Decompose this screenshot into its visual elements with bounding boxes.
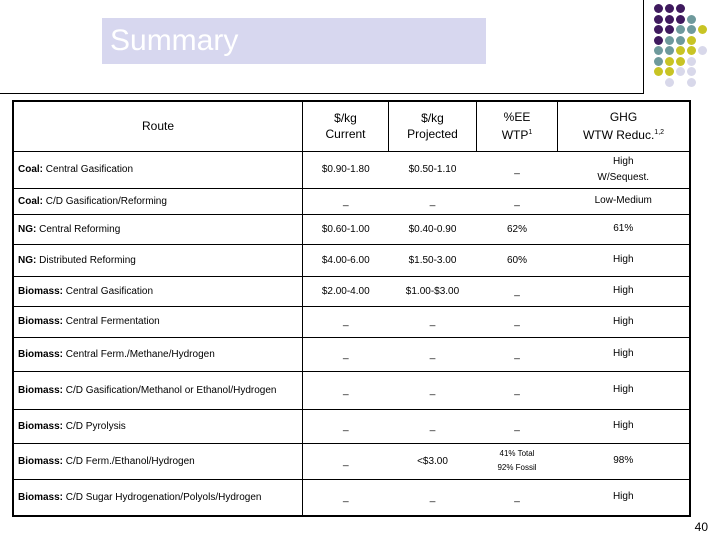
ee-cell: _ (477, 409, 558, 443)
decorative-dot (676, 36, 685, 45)
route-cell: Coal: Central Gasification (13, 151, 303, 188)
current-cost-cell: $2.00-4.00 (303, 276, 389, 306)
projected-cost-cell: $1.50-3.00 (389, 244, 477, 276)
decorative-dot (676, 57, 685, 66)
ee-cell: _ (477, 371, 558, 409)
projected-cost-cell: _ (389, 409, 477, 443)
summary-table (12, 100, 691, 517)
ee-cell: _ (477, 479, 558, 516)
decorative-dot (687, 25, 696, 34)
route-cell: Biomass: C/D Ferm./Ethanol/Hydrogen (13, 443, 303, 479)
projected-cost-cell: _ (389, 337, 477, 371)
table-row (13, 151, 690, 188)
table-row (13, 479, 690, 516)
route-cell: Biomass: Central Fermentation (13, 306, 303, 337)
decorative-dot (654, 36, 663, 45)
table-row (13, 409, 690, 443)
table-row (13, 306, 690, 337)
decorative-dot (687, 46, 696, 55)
decorative-dot (676, 25, 685, 34)
projected-cost-cell: <$3.00 (389, 443, 477, 479)
decorative-dot (665, 36, 674, 45)
projected-cost-cell: _ (389, 479, 477, 516)
table-row (13, 371, 690, 409)
table-row (13, 276, 690, 306)
decorative-dot (665, 15, 674, 24)
decorative-dot (676, 67, 685, 76)
current-cost-cell: $0.90-1.80 (303, 151, 389, 188)
ee-cell: _ (477, 337, 558, 371)
page-number: 40 (694, 520, 708, 534)
table-row (13, 443, 690, 479)
current-cost-cell: $0.60-1.00 (303, 214, 389, 244)
route-cell: Biomass: Central Ferm./Methane/Hydrogen (13, 337, 303, 371)
current-cost-cell: $4.00-6.00 (303, 244, 389, 276)
decorative-dot (687, 67, 696, 76)
divider-vertical (643, 0, 644, 94)
current-cost-cell: _ (303, 443, 389, 479)
decorative-dot (654, 4, 663, 13)
ghg-cell: High (558, 244, 691, 276)
ghg-cell: 61% (558, 214, 691, 244)
projected-cost-cell: $1.00-$3.00 (389, 276, 477, 306)
route-cell: Biomass: C/D Sugar Hydrogenation/Polyols/Hydrogen (13, 479, 303, 516)
ee-cell: 60% (477, 244, 558, 276)
ee-cell: _ (477, 306, 558, 337)
current-cost-cell: _ (303, 371, 389, 409)
decorative-dot (676, 4, 685, 13)
current-cost-cell: _ (303, 479, 389, 516)
table-row (13, 214, 690, 244)
projected-cost-cell: _ (389, 306, 477, 337)
ghg-cell: High (558, 409, 691, 443)
decorative-dot (665, 46, 674, 55)
header-projected: $/kg Projected (389, 101, 477, 151)
projected-cost-cell: _ (389, 371, 477, 409)
divider-horizontal (0, 93, 644, 94)
ghg-cell: High (558, 276, 691, 306)
projected-cost-cell: $0.40-0.90 (389, 214, 477, 244)
route-cell: Biomass: C/D Pyrolysis (13, 409, 303, 443)
ghg-cell: High (558, 479, 691, 516)
header-route: Route (13, 101, 303, 151)
projected-cost-cell: _ (389, 188, 477, 214)
header-ee: %EE WTP$^1$ (477, 101, 558, 151)
current-cost-cell: _ (303, 188, 389, 214)
route-cell: Biomass: Central Gasification (13, 276, 303, 306)
decorative-dot (665, 4, 674, 13)
decorative-dot (698, 25, 707, 34)
current-cost-cell: _ (303, 306, 389, 337)
route-cell: NG: Central Reforming (13, 214, 303, 244)
decorative-dot (654, 15, 663, 24)
decorative-dot (665, 57, 674, 66)
decorative-dot (654, 46, 663, 55)
ee-cell: _ (477, 276, 558, 306)
table-row (13, 188, 690, 214)
slide-title: Summary (110, 24, 239, 57)
ghg-cell: Low-Medium (558, 188, 691, 214)
route-cell: Biomass: C/D Gasification/Methanol or Ethanol/Hydrogen (13, 371, 303, 409)
decorative-dot (676, 15, 685, 24)
ee-cell: _ (477, 151, 558, 188)
current-cost-cell: _ (303, 409, 389, 443)
decorative-dot (654, 67, 663, 76)
route-cell: NG: Distributed Reforming (13, 244, 303, 276)
ghg-cell: High (558, 371, 691, 409)
ghg-cell: High (558, 306, 691, 337)
decorative-dot (665, 78, 674, 87)
decorative-dot (698, 46, 707, 55)
table-row (13, 337, 690, 371)
decorative-dot (676, 46, 685, 55)
decorative-dot (687, 15, 696, 24)
current-cost-cell: _ (303, 337, 389, 371)
decorative-dot (687, 57, 696, 66)
title-box (102, 18, 486, 64)
ghg-cell: 98% (558, 443, 691, 479)
decorative-dot (665, 25, 674, 34)
ee-cell: 41% Total 92% Fossil (477, 443, 558, 479)
decorative-dot (687, 36, 696, 45)
table-row (13, 244, 690, 276)
header-ghg: GHG WTW Reduc.$^{1,2}$ (558, 101, 691, 151)
route-cell: Coal: C/D Gasification/Reforming (13, 188, 303, 214)
projected-cost-cell: $0.50-1.10 (389, 151, 477, 188)
decorative-dot (654, 25, 663, 34)
decorative-dot (654, 57, 663, 66)
ee-cell: _ (477, 188, 558, 214)
ghg-cell: High (558, 337, 691, 371)
header-current: $/kg Current (303, 101, 389, 151)
ghg-cell: High W/Sequest. (558, 151, 691, 188)
decorative-dot (687, 78, 696, 87)
ee-cell: 62% (477, 214, 558, 244)
decorative-dot (665, 67, 674, 76)
